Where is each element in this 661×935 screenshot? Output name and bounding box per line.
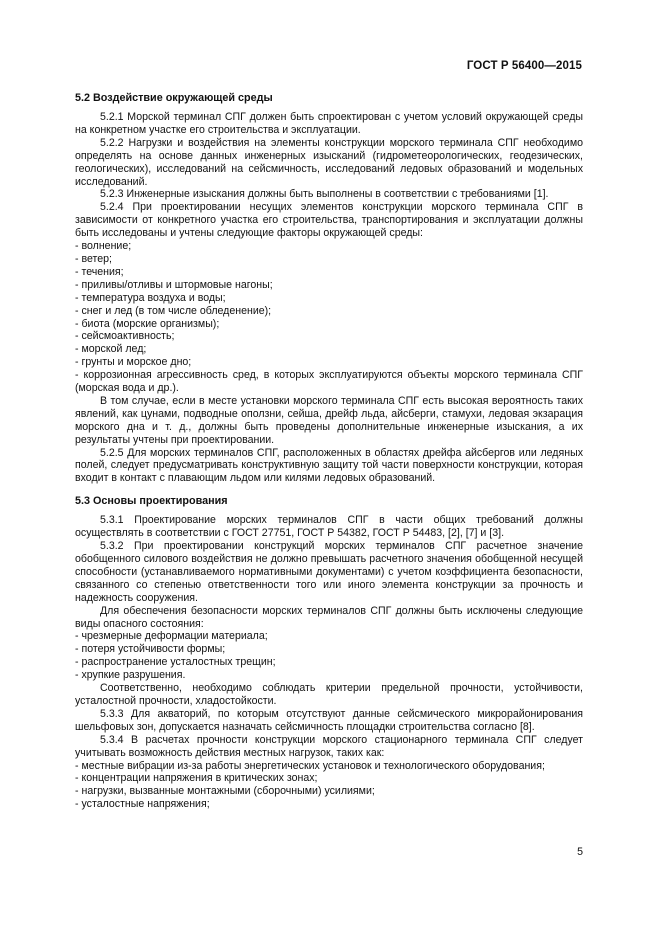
paragraph-safety: Для обеспечения безопасности морских терминалов СПГ должны быть исключены следующие виды опасного состояния: [75,604,583,630]
hazard-states-list [75,630,583,682]
section-5-3-title: 5.3 Основы проектирования [75,495,228,508]
list-item: - сейсмоактивность; [75,330,583,343]
list-item: - волнение; [75,240,583,253]
list-item: - распространение усталостных трещин; [75,656,583,669]
document-body [75,92,583,811]
list-item: - грунты и морское дно; [75,356,583,369]
list-item: - ветер; [75,253,583,266]
page-number: 5 [577,846,583,858]
list-item: - чрезмерные деформации материала; [75,630,583,643]
list-item: - биота (морские организмы); [75,318,583,331]
paragraph-5-3-2: 5.3.2 При проектировании конструкций морских терминалов СПГ расчетное значение обобщенного силового воздействия не должно превышать расчетного значения обобщенной несущей способности (устанавливаемого нормативными документами) с учетом коэффициента безопасности, связанного со степенью ответственности того или иного элемента конструкции за прочность и надежность сооружения. [75,540,583,604]
list-item: - нагрузки, вызванные монтажными (сборочными) усилиями; [75,785,583,798]
list-item: - снег и лед (в том числе обледенение); [75,305,583,318]
paragraph-5-2-1: 5.2.1 Морской терминал СПГ должен быть спроектирован с учетом условий окружающей среды на конкретном участке его строительства и эксплуатации. [75,111,583,136]
paragraph-5-3-1: 5.3.1 Проектирование морских терминалов СПГ в части общих требований должны осуществлять в соответствии с ГОСТ 27751, ГОСТ Р 54382, ГОСТ Р 54483, [2], [7] и [3]. [75,514,583,540]
paragraph-5-2-2: 5.2.2 Нагрузки и воздействия на элементы конструкции морского терминала СПГ необходимо определять на основе данных инженерных изысканий (гидрометеорологических, геодезических, геологических), исследований на сейсмичность, исследований ледовых образований и модельных исследований. [75,136,583,188]
paragraph-5-2-5: 5.2.5 Для морских терминалов СПГ, расположенных в областях дрейфа айсбергов или ледяных полей, следует предусматривать конструктивную защиту той части поверхности конструкции, которая входит в контакт с плавающим льдом или килями ледовых образований. [75,446,583,485]
paragraph-5-3-3: 5.3.3 Для акваторий, по которым отсутствуют данные сейсмического микрорайонирования шельфовых зон, допускается назначать сейсмичность площадки строительства согласно [8]. [75,707,583,733]
section-5-2-title: 5.2 Воздействие окружающей среды [75,92,273,104]
list-item: - приливы/отливы и штормовые нагоны; [75,279,583,292]
list-item: - морской лед; [75,343,583,356]
paragraph-5-2-3: 5.2.3 Инженерные изыскания должны быть выполнены в соответствии с требованиями [1]. [100,188,549,201]
paragraph-hazards: В том случае, если в месте установки морского терминала СПГ есть высокая вероятность таких явлений, как цунами, подводные оползни, сейша, дрейф льда, айсберги, стамухи, ледовая экзарация морского дна и т. д., должны быть проведены дополнительные инженерные изыскания, а их результаты учтены при проектировании. [75,394,583,446]
paragraph-5-2-4: 5.2.4 При проектировании несущих элементов конструкции морского терминала СПГ в зависимости от конкретного участка его строительства, транспортирования и эксплуатации должны быть исследованы и учтены следующие факторы окружающей среды: [75,201,583,240]
list-item: - хрупкие разрушения. [75,669,583,682]
list-item: - коррозионная агрессивность сред, в которых эксплуатируются объекты морского терминала СПГ (морская вода и др.). [75,369,583,395]
environment-factors-list [75,240,583,395]
list-item: - местные вибрации из-за работы энергетических установок и технологического оборудования; [75,760,583,773]
paragraph-criteria: Соответственно, необходимо соблюдать критерии предельной прочности, устойчивости, усталостной прочности, хладостойкости. [75,682,583,707]
list-item: - течения; [75,266,583,279]
local-loads-list [75,760,583,812]
document-header: ГОСТ Р 56400—2015 [466,60,582,72]
list-item: - температура воздуха и воды; [75,292,583,305]
paragraph-5-3-4: 5.3.4 В расчетах прочности конструкции морского стационарного терминала СПГ следует учитывать возможность действия местных нагрузок, таких как: [75,733,583,759]
list-item: - потеря устойчивости формы; [75,643,583,656]
list-item: - усталостные напряжения; [75,798,583,811]
list-item: - концентрации напряжения в критических зонах; [75,772,583,785]
